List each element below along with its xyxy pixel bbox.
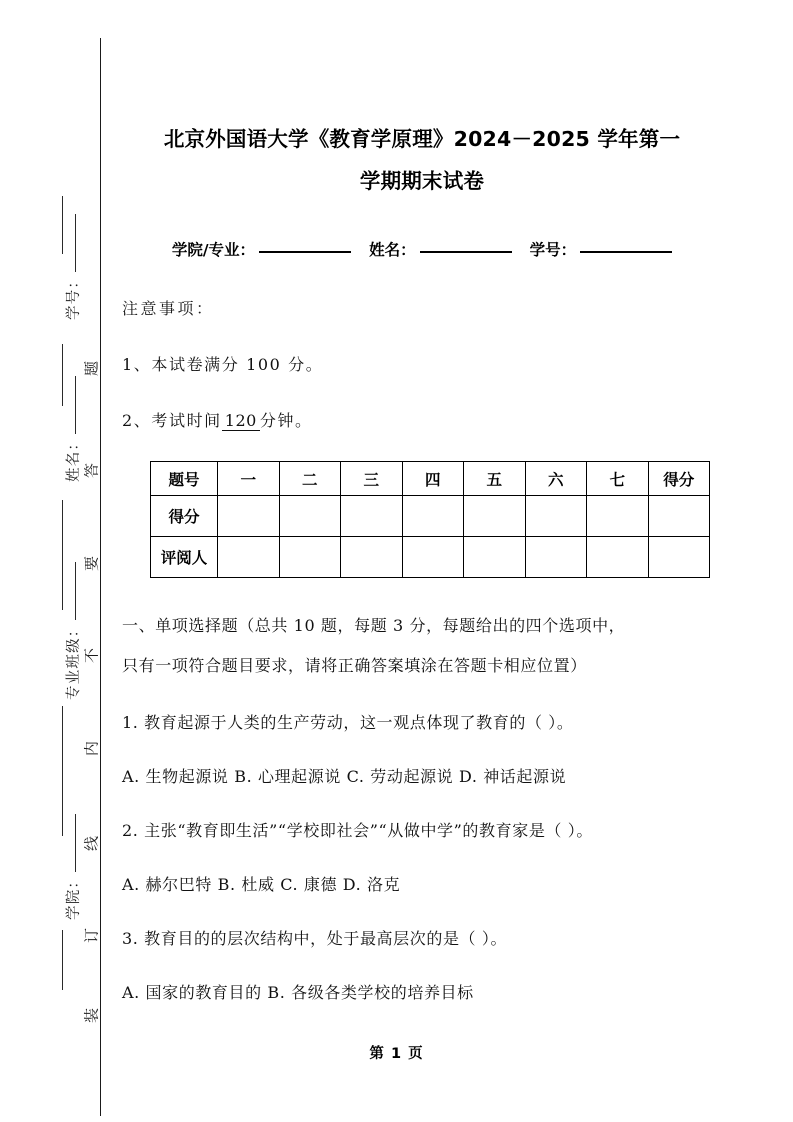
score-table-header-4: 四 — [402, 462, 464, 496]
table-row — [151, 537, 710, 578]
binding-char-7: 装 — [82, 1008, 101, 1024]
score-table-header-1: 一 — [218, 462, 280, 496]
margin-label-text: 专业班级： — [66, 621, 82, 700]
score-table-header-7: 七 — [587, 462, 649, 496]
section-heading-line-1: 一、单项选择题（总共 10 题，每题 3 分，每题给出的四个选项中， — [122, 616, 626, 635]
grader-cell[interactable] — [648, 537, 710, 578]
question-2-stem: 2. 主张“教育即生活”“学校即社会”“从做中学”的教育家是（ ）。 — [122, 821, 593, 840]
binding-solid-rule — [100, 38, 101, 1116]
margin-label-text: 学号： — [66, 272, 82, 320]
notice-item-1: 1、本试卷满分 100 分。 — [122, 355, 324, 374]
student-id-blank[interactable] — [580, 251, 672, 253]
page-title-line-1: 北京外国语大学《教育学原理》2024－2025 学年第一 — [163, 127, 681, 151]
notice-item-2-before: 2、考试时间 — [122, 411, 222, 430]
college-major-blank[interactable] — [259, 251, 351, 253]
page-title-line-2: 学期期末试卷 — [359, 169, 485, 193]
margin-label-college — [62, 814, 83, 920]
binding-char-4: 内 — [82, 741, 101, 757]
margin-label-student-id — [62, 214, 83, 320]
score-row-label-grader: 评阅人 — [151, 537, 218, 578]
score-table-header-3: 三 — [341, 462, 403, 496]
binding-char-1: 答 — [82, 463, 101, 479]
margin-label-blank — [75, 376, 76, 434]
name-blank[interactable] — [420, 251, 512, 253]
score-table-header-6: 六 — [525, 462, 587, 496]
exam-duration-value: 120 — [222, 411, 260, 431]
margin-label-text: 学院： — [66, 872, 82, 920]
question-2-options: A. 赫尔巴特 B. 杜威 C. 康德 D. 洛克 — [122, 875, 401, 894]
score-cell[interactable] — [218, 496, 280, 537]
score-cell[interactable] — [525, 496, 587, 537]
notice-heading: 注意事项： — [122, 299, 215, 318]
document-body — [122, 0, 722, 1010]
score-cell[interactable] — [464, 496, 526, 537]
question-3-options: A. 国家的教育目的 B. 各级各类学校的培养目标 — [122, 983, 474, 1002]
identity-fields-row — [122, 238, 722, 260]
grader-cell[interactable] — [341, 537, 403, 578]
score-cell[interactable] — [587, 496, 649, 537]
score-cell[interactable] — [648, 496, 710, 537]
binding-char-6: 订 — [82, 928, 101, 944]
table-row — [151, 496, 710, 537]
score-row-label-score: 得分 — [151, 496, 218, 537]
margin-label-blank — [75, 563, 76, 621]
margin-label-blank — [75, 814, 76, 872]
score-cell[interactable] — [402, 496, 464, 537]
question-1-options: A. 生物起源说 B. 心理起源说 C. 劳动起源说 D. 神话起源说 — [122, 767, 567, 786]
score-cell[interactable] — [341, 496, 403, 537]
score-table-header-0: 题号 — [151, 462, 218, 496]
margin-label-class — [62, 563, 83, 701]
margin-label-text: 姓名： — [66, 434, 82, 482]
grader-cell[interactable] — [279, 537, 341, 578]
question-1-stem: 1. 教育起源于人类的生产劳动，这一观点体现了教育的（ ）。 — [122, 713, 574, 732]
notice-item-2-after: 分钟。 — [259, 411, 313, 430]
score-cell[interactable] — [279, 496, 341, 537]
score-table-header-2: 二 — [279, 462, 341, 496]
binding-char-2: 要 — [82, 556, 101, 572]
margin-label-blank — [75, 214, 76, 272]
section-heading-multiple-choice — [122, 606, 722, 686]
binding-segmented-rule — [62, 930, 63, 990]
binding-char-0: 题 — [82, 361, 101, 377]
page-number-footer: 第 1 页 — [369, 1046, 424, 1062]
question-3-stem: 3. 教育目的的层次结构中，处于最高层次的是（ ）。 — [122, 929, 508, 948]
notice-item-2 — [122, 408, 722, 431]
score-table-header-5: 五 — [464, 462, 526, 496]
grader-cell[interactable] — [218, 537, 280, 578]
college-major-label: 学院/专业： — [171, 241, 256, 259]
student-id-label: 学号： — [529, 241, 577, 259]
page-title — [122, 0, 722, 202]
grader-cell[interactable] — [402, 537, 464, 578]
score-table-header-8: 得分 — [648, 462, 710, 496]
binding-char-5: 线 — [82, 836, 101, 852]
table-row-header — [151, 462, 710, 496]
grader-cell[interactable] — [525, 537, 587, 578]
binding-char-3: 不 — [82, 648, 101, 664]
grader-cell[interactable] — [464, 537, 526, 578]
section-heading-line-2: 只有一项符合题目要求，请将正确答案填涂在答题卡相应位置） — [122, 656, 587, 675]
score-table — [150, 461, 710, 578]
grader-cell[interactable] — [587, 537, 649, 578]
binding-margin — [0, 0, 110, 1122]
name-label: 姓名： — [369, 241, 416, 259]
